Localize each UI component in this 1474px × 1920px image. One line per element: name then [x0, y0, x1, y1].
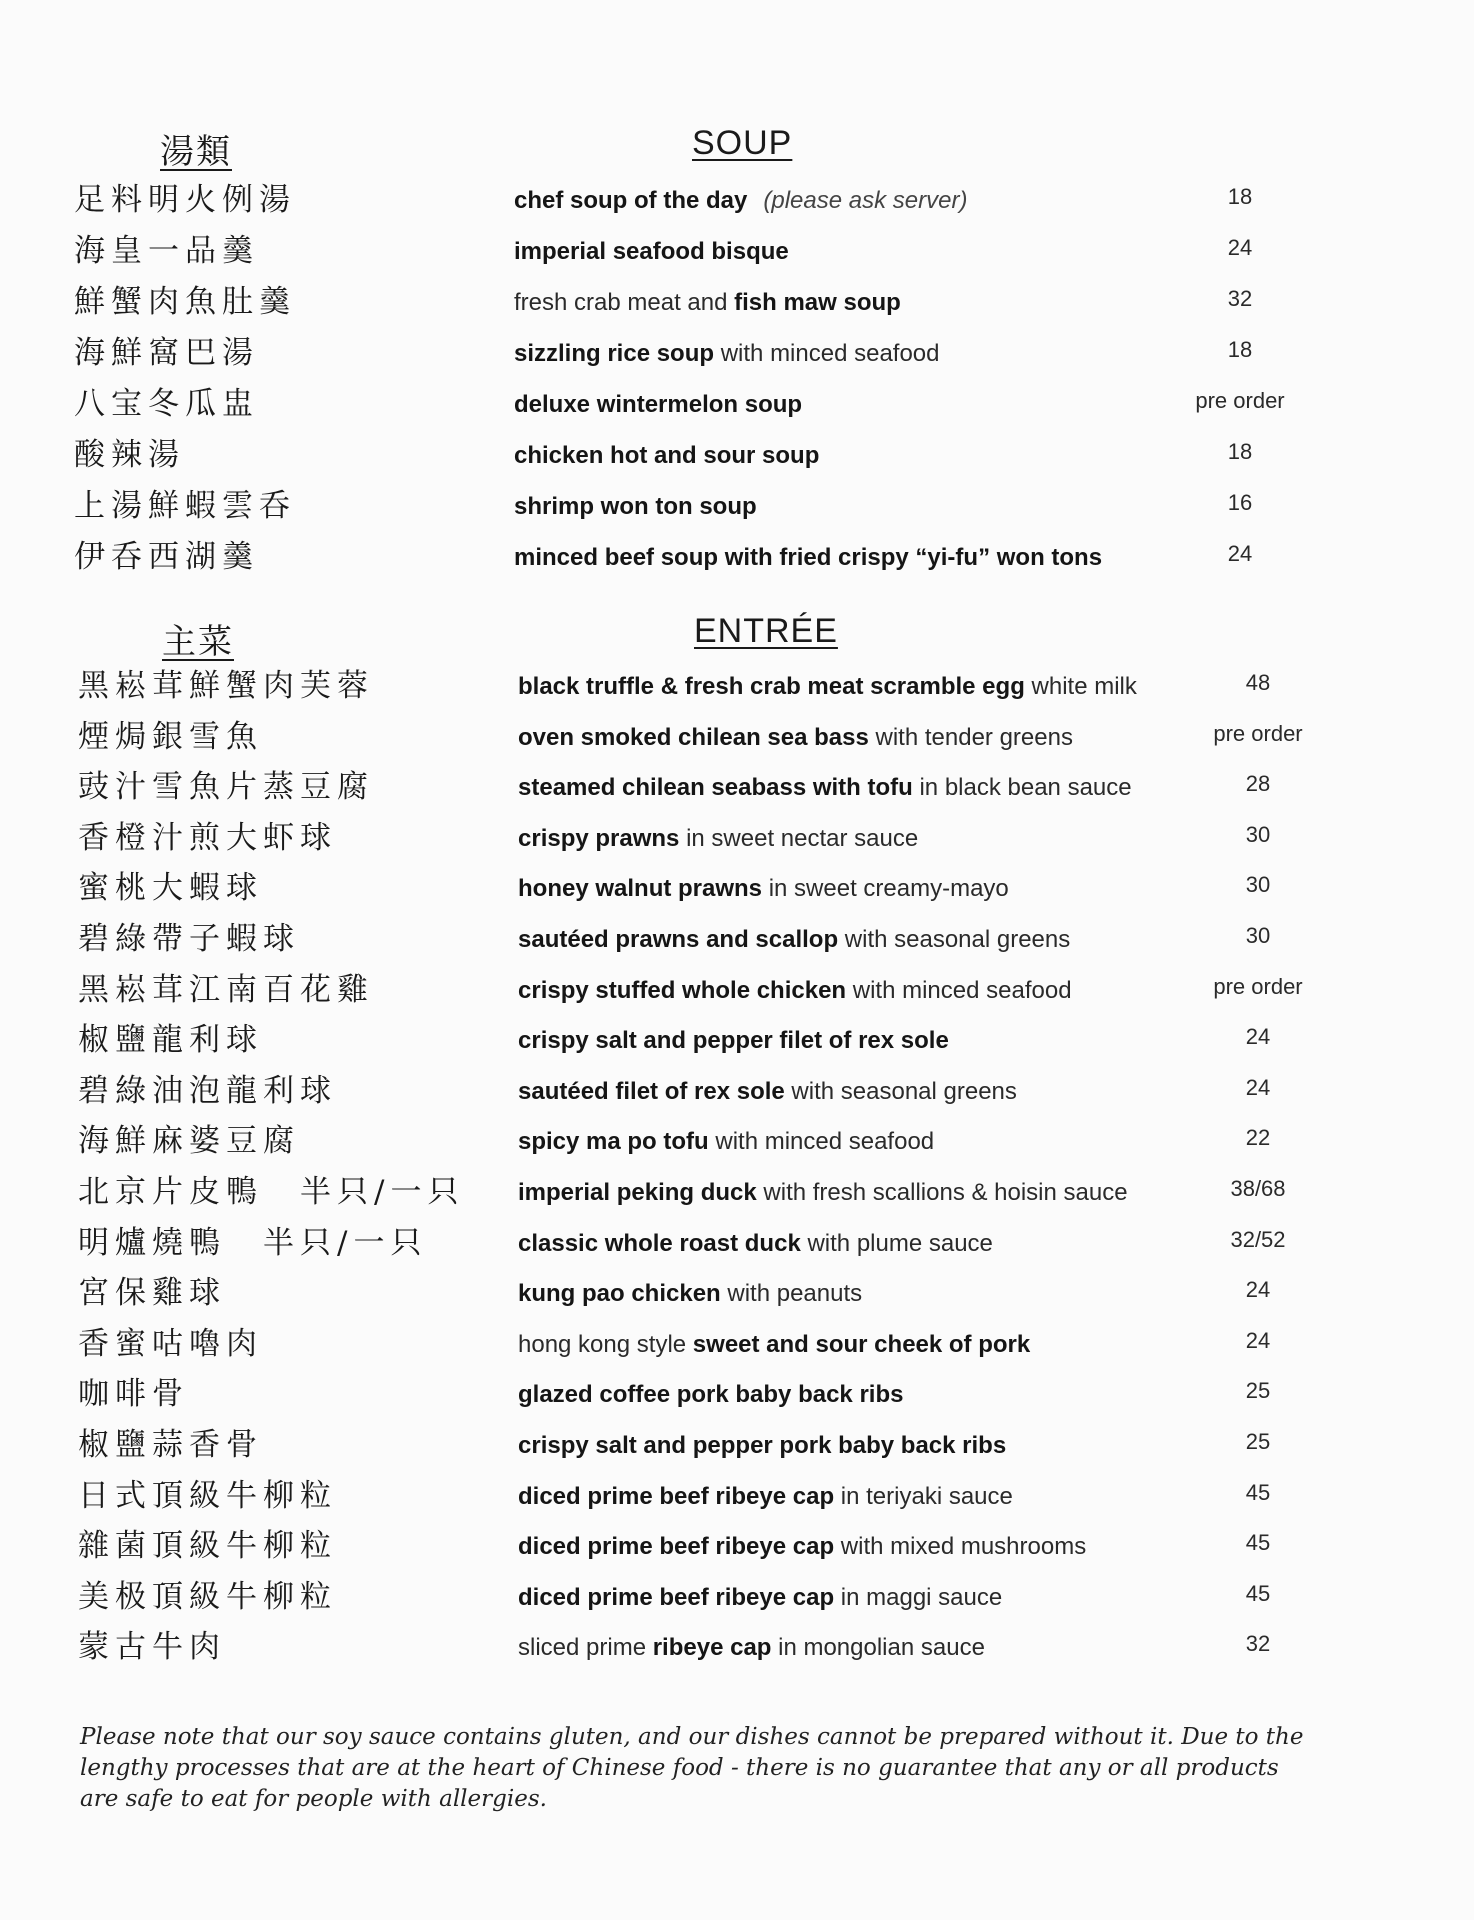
dish-name-detail: with fresh scallions & hoisin sauce [756, 1178, 1128, 1206]
dish-name-bold: diced prime beef ribeye cap [518, 1583, 835, 1611]
menu-item-row [0, 1627, 1474, 1678]
dish-name-en [518, 1277, 862, 1311]
dish-name-en [518, 1328, 1030, 1362]
dish-note: (please ask server) [763, 187, 968, 214]
dish-name-en [514, 541, 1102, 575]
dish-name-en [518, 1530, 1086, 1564]
menu-item-row [0, 919, 1474, 970]
dish-name-zh: 足料明火例湯 [74, 182, 296, 218]
dish-name-en [514, 184, 967, 218]
dish-price: 24 [1227, 235, 1253, 260]
dish-name-bold: imperial seafood bisque [514, 238, 789, 265]
menu-item-row [0, 1577, 1474, 1628]
dish-name-zh: 蜜桃大蝦球 [78, 870, 263, 907]
dish-name-bold: honey walnut prawns [518, 875, 763, 903]
dish-name-zh: 八宝冬瓜盅 [74, 386, 259, 422]
dish-name-en [514, 337, 940, 371]
menu-item-row [0, 1172, 1474, 1223]
dish-name-bold: sizzling rice soup [514, 340, 715, 367]
dish-price: 24 [1245, 1074, 1271, 1100]
menu-item-row [0, 1324, 1474, 1375]
menu-item-row [0, 486, 1474, 537]
menu-item-row [0, 868, 1474, 919]
dish-name-detail: with minced seafood [714, 340, 940, 367]
dish-name-bold: crispy salt and pepper filet of rex sole [518, 1027, 949, 1055]
dish-name-en [518, 1480, 1013, 1514]
dish-name-prefix: sliced prime [518, 1634, 653, 1662]
dish-name-zh: 黑崧茸鮮蟹肉芙蓉 [78, 668, 374, 704]
dish-name-en [518, 1024, 949, 1058]
dish-name-bold: sweet and sour cheek of pork [692, 1330, 1031, 1358]
dish-name-bold: chef soup of the day [514, 187, 748, 214]
dish-price: 18 [1227, 439, 1253, 464]
dish-name-bold: glazed coffee pork baby back ribs [518, 1381, 904, 1409]
entree-heading-zh: 主菜 [162, 622, 234, 662]
menu-item-row [0, 384, 1474, 435]
dish-name-detail: with minced seafood [846, 976, 1072, 1004]
dish-name-detail: in mongolian sauce [771, 1634, 985, 1662]
dish-name-en [518, 1176, 1128, 1210]
dish-price: 32 [1245, 1631, 1271, 1657]
dish-name-bold: deluxe wintermelon soup [514, 391, 803, 418]
dish-name-zh: 日式頂級牛柳粒 [78, 1477, 337, 1514]
dish-price: 30 [1245, 821, 1271, 847]
dish-name-detail: with minced seafood [708, 1128, 935, 1156]
menu-item-row [0, 537, 1474, 588]
menu-item-row [0, 282, 1474, 333]
dish-name-bold: ribeye cap [652, 1634, 772, 1662]
dish-name-zh: 香橙汁煎大虾球 [78, 819, 337, 856]
dish-name-bold: shrimp won ton soup [514, 493, 757, 520]
dish-price: 28 [1245, 771, 1271, 797]
dish-name-detail: in teriyaki sauce [834, 1482, 1013, 1510]
dish-name-prefix: hong kong style [518, 1330, 693, 1358]
dish-name-zh: 咖啡骨 [78, 1376, 189, 1413]
dish-name-en [514, 490, 757, 524]
dish-name-detail: in sweet nectar sauce [679, 824, 919, 852]
dish-name-detail: with plume sauce [800, 1229, 993, 1257]
dish-price: 24 [1245, 1024, 1271, 1050]
menu-item-row [0, 818, 1474, 869]
entree-list [0, 666, 1474, 1678]
dish-name-zh: 椒鹽蒜香骨 [78, 1426, 263, 1463]
dish-name-detail: in sweet creamy-mayo [762, 875, 1009, 903]
soup-heading-en: SOUP [692, 124, 793, 162]
dish-price: 45 [1245, 1479, 1271, 1505]
menu-item-row [0, 1071, 1474, 1122]
soup-heading-zh: 湯類 [160, 132, 232, 172]
dish-name-zh: 海鮮窩巴湯 [74, 335, 259, 371]
dish-name-zh: 明爐燒鴨 半只/一只 [78, 1224, 428, 1261]
dish-name-bold: diced prime beef ribeye cap [518, 1533, 835, 1561]
dish-name-bold: kung pao chicken [518, 1280, 721, 1308]
dish-name-en [514, 286, 901, 320]
dish-name-detail: white milk [1024, 673, 1137, 700]
dish-price: 24 [1227, 541, 1253, 566]
dish-name-en [518, 872, 1009, 906]
dish-name-en [518, 771, 1132, 805]
dish-name-en [514, 388, 802, 422]
dish-name-detail: with tender greens [868, 723, 1073, 751]
dish-name-bold: spicy ma po tofu [518, 1128, 709, 1156]
dish-name-bold: imperial peking duck [518, 1178, 757, 1206]
dish-name-zh: 碧綠油泡龍利球 [78, 1072, 337, 1109]
menu-item-row [0, 717, 1474, 768]
dish-price: 38/68 [1230, 1175, 1286, 1201]
menu-item-row [0, 1374, 1474, 1425]
menu-item-row [0, 1020, 1474, 1071]
menu-item-row [0, 231, 1474, 282]
dish-price: 22 [1245, 1125, 1271, 1151]
dish-name-en [518, 1075, 1017, 1109]
dish-name-zh: 豉汁雪魚片蒸豆腐 [78, 769, 374, 806]
dish-name-zh: 鮮蟹肉魚肚羹 [74, 284, 296, 320]
dish-name-en [514, 439, 819, 473]
dish-name-bold: crispy prawns [518, 824, 680, 852]
menu-item-row [0, 767, 1474, 818]
dish-name-en [518, 1378, 903, 1412]
dish-name-zh: 碧綠帶子蝦球 [78, 920, 300, 957]
dish-price: 25 [1245, 1378, 1271, 1404]
dish-name-bold: classic whole roast duck [518, 1229, 801, 1257]
dish-price: 30 [1245, 872, 1271, 898]
dish-name-zh: 上湯鮮蝦雲呑 [74, 488, 296, 524]
dish-name-en [518, 1227, 993, 1261]
dish-name-bold: crispy stuffed whole chicken [518, 976, 847, 1004]
menu-item-row [0, 333, 1474, 384]
dish-name-detail: with mixed mushrooms [834, 1533, 1087, 1561]
dish-name-bold: minced beef soup with fried crispy “yi-fu” won tons [514, 544, 1103, 571]
dish-name-zh: 宮保雞球 [78, 1275, 226, 1312]
menu-item-row [0, 1526, 1474, 1577]
menu-item-row [0, 1121, 1474, 1172]
dish-name-zh: 酸辣湯 [74, 437, 185, 473]
dish-name-zh: 蒙古牛肉 [78, 1629, 226, 1666]
dish-name-zh: 伊呑西湖羹 [74, 539, 259, 575]
dish-name-en [514, 235, 789, 269]
dish-price: pre order [1195, 388, 1285, 413]
dish-name-en [518, 1631, 985, 1665]
dish-name-en [518, 822, 918, 856]
dish-name-zh: 雜菌頂級牛柳粒 [78, 1528, 337, 1565]
menu-item-row [0, 1223, 1474, 1274]
entree-heading-en: ENTRÉE [694, 612, 838, 650]
dish-name-zh: 椒鹽龍利球 [78, 1022, 263, 1059]
dish-price: 32/52 [1230, 1226, 1286, 1252]
dish-price: 24 [1245, 1327, 1271, 1353]
dish-price: 45 [1245, 1580, 1271, 1606]
dish-name-bold: chicken hot and sour soup [514, 442, 820, 469]
dish-name-detail: with seasonal greens [784, 1077, 1017, 1105]
dish-name-zh: 香蜜咕嚕肉 [78, 1325, 263, 1362]
menu-item-row [0, 970, 1474, 1021]
dish-name-zh: 煙焗銀雪魚 [78, 718, 263, 755]
dish-price: 24 [1245, 1277, 1271, 1303]
dish-name-zh: 北京片皮鴨 半只/一只 [78, 1173, 465, 1210]
dish-name-en [518, 974, 1072, 1008]
dish-name-detail: in maggi sauce [834, 1583, 1003, 1611]
dish-name-bold: diced prime beef ribeye cap [518, 1482, 835, 1510]
dish-name-zh: 海鮮麻婆豆腐 [78, 1123, 300, 1160]
dish-name-bold: sautéed prawns and scallop [518, 925, 839, 953]
dish-name-en [518, 1125, 934, 1159]
dish-price: pre order [1213, 973, 1303, 999]
dish-price: 30 [1245, 922, 1271, 948]
menu-item-row [0, 1476, 1474, 1527]
dish-price: 16 [1227, 490, 1253, 515]
dish-price: 48 [1245, 670, 1271, 695]
dish-name-zh: 海皇一品羹 [74, 233, 259, 269]
dish-name-en [518, 1429, 1006, 1463]
dish-price: pre order [1213, 720, 1303, 746]
dish-name-prefix: fresh crab meat and [514, 289, 735, 316]
menu-item-row [0, 180, 1474, 231]
dish-name-detail: in black bean sauce [912, 774, 1132, 802]
menu-item-row [0, 435, 1474, 486]
dish-name-zh: 黑崧茸江南百花雞 [78, 971, 374, 1008]
menu-item-row [0, 1273, 1474, 1324]
dish-name-zh: 美极頂級牛柳粒 [78, 1578, 337, 1615]
dish-name-detail: with seasonal greens [838, 925, 1071, 953]
dish-name-bold: black truffle & fresh crab meat scramble egg [518, 673, 1025, 700]
dish-name-en [518, 670, 1137, 704]
dish-name-detail: with peanuts [720, 1280, 863, 1308]
dish-price: 45 [1245, 1530, 1271, 1556]
menu-item-row [0, 666, 1474, 717]
menu-item-row [0, 1425, 1474, 1476]
dish-price: 18 [1227, 337, 1253, 362]
dish-name-bold: oven smoked chilean sea bass [518, 723, 869, 751]
dish-name-bold: sautéed filet of rex sole [518, 1077, 785, 1105]
dish-name-en [518, 721, 1073, 755]
dish-name-en [518, 923, 1070, 957]
dish-name-en [518, 1581, 1002, 1615]
dish-name-bold: crispy salt and pepper pork baby back ribs [518, 1431, 1007, 1459]
allergy-note: Please note that our soy sauce contains gluten, and our dishes cannot be prepared without it. Due to the lengthy processes that are at the heart of Chinese food - there is no guarantee that any or all products are safe to eat for people with allergies. [80, 1724, 1304, 1812]
dish-price: 18 [1227, 184, 1253, 209]
dish-name-bold: steamed chilean seabass with tofu [518, 774, 913, 802]
dish-price: 32 [1227, 286, 1253, 311]
dish-price: 25 [1245, 1428, 1271, 1454]
soup-list [0, 180, 1474, 588]
dish-name-bold: fish maw soup [734, 289, 901, 316]
